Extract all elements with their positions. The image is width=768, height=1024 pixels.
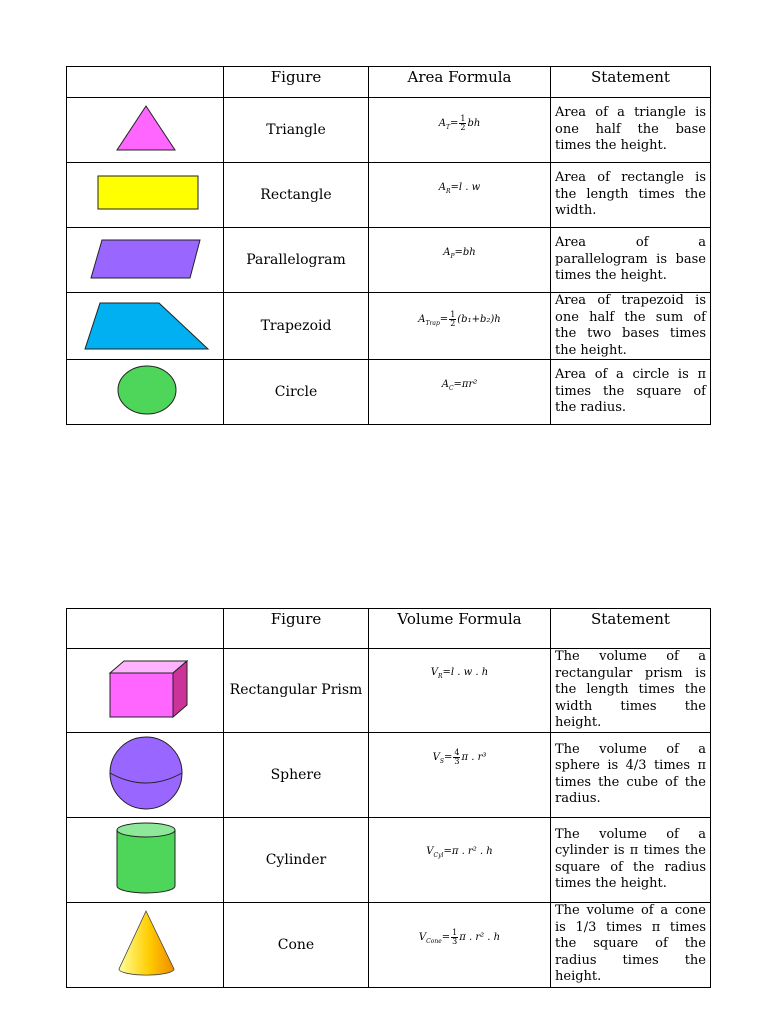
- figure-cell: [67, 293, 224, 360]
- volume-formula: $V_{Cone}=$ $\frac{1}{3}$ π . r² . h: [418, 928, 501, 946]
- rectangular-prism-icon: [67, 649, 224, 727]
- table-row: [67, 163, 711, 228]
- statement-cell: The volume of a sphere is 4/3 times π times the cube of the radius.: [551, 732, 711, 817]
- formula-cell: [369, 360, 551, 425]
- figure-cell: [67, 902, 224, 987]
- formula-cell: [369, 293, 551, 360]
- circle-icon: [67, 360, 224, 420]
- formula-cell: [369, 98, 551, 163]
- cylinder-icon: [67, 818, 224, 898]
- header-figure: Figure: [224, 609, 369, 649]
- formula-cell: [369, 649, 551, 733]
- volume-formula: $V_R=l$ . w . h: [430, 666, 489, 680]
- statement-cell: Area of a triangle is one half the base times the height.: [551, 98, 711, 163]
- table-row: [67, 902, 711, 987]
- parallelogram-icon: [67, 228, 224, 288]
- figure-name: Cylinder: [224, 817, 369, 902]
- statement-cell: The volume of a rectangular prism is the length times the width times the height.: [551, 649, 711, 733]
- statement-cell: The volume of a cone is 1/3 times π times the square of the radius times the height.: [551, 902, 711, 987]
- statement-cell: Area of a parallelogram is base times the height.: [551, 228, 711, 293]
- trapezoid-icon: [67, 293, 224, 355]
- table-row: [67, 732, 711, 817]
- formula-cell: [369, 902, 551, 987]
- area-formula: $A_C=\pi r^2$: [441, 378, 478, 392]
- statement-cell: The volume of a cylinder is π times the square of the radius times the height.: [551, 817, 711, 902]
- table-row: [67, 649, 711, 733]
- table-row: [67, 817, 711, 902]
- formula-cell: [369, 732, 551, 817]
- area-formula-table: [66, 66, 711, 425]
- header-statement: Statement: [551, 609, 711, 649]
- table-row: [67, 98, 711, 163]
- header-blank: [67, 609, 224, 649]
- statement-cell: Area of rectangle is the length times the width.: [551, 163, 711, 228]
- figure-cell: [67, 649, 224, 733]
- figure-name: Circle: [224, 360, 369, 425]
- table-header-row: [67, 609, 711, 649]
- table-row: [67, 293, 711, 360]
- statement-cell: Area of a circle is π times the square of the radius.: [551, 360, 711, 425]
- area-formula: $A_P=bh$: [443, 246, 476, 260]
- table-row: [67, 360, 711, 425]
- figure-cell: [67, 732, 224, 817]
- sphere-icon: [67, 733, 224, 813]
- figure-name: Parallelogram: [224, 228, 369, 293]
- header-volume-formula: Volume Formula: [369, 609, 551, 649]
- table-header-row: [67, 67, 711, 98]
- cone-icon: [67, 903, 224, 983]
- figure-name: Rectangle: [224, 163, 369, 228]
- figure-name: Triangle: [224, 98, 369, 163]
- figure-name: Rectangular Prism: [224, 649, 369, 733]
- volume-formula: $V_{Cyl}=\pi$ . r² . h: [426, 846, 493, 859]
- figure-cell: [67, 163, 224, 228]
- figure-name: Trapezoid: [224, 293, 369, 360]
- area-formula: $A_R=l$ . w: [438, 181, 481, 195]
- triangle-icon: [67, 98, 224, 158]
- figure-cell: [67, 817, 224, 902]
- figure-name: Sphere: [224, 732, 369, 817]
- rectangle-icon: [67, 163, 224, 223]
- formula-cell: [369, 228, 551, 293]
- figure-cell: [67, 228, 224, 293]
- header-area-formula: Area Formula: [369, 67, 551, 98]
- figure-cell: [67, 360, 224, 425]
- statement-cell: Area of trapezoid is one half the sum of the two bases times the height.: [551, 293, 711, 360]
- header-statement: Statement: [551, 67, 711, 98]
- area-formula: $A_T=$ $\frac{1}{2}$ bh: [438, 113, 481, 132]
- figure-cell: [67, 98, 224, 163]
- header-figure: Figure: [224, 67, 369, 98]
- header-blank: [67, 67, 224, 98]
- area-formula: $A_{Trap}=$ $\frac{1}{2}$ (b₁+b₂)h: [418, 309, 501, 328]
- formula-cell: [369, 817, 551, 902]
- volume-formula-table: [66, 608, 711, 988]
- table-row: [67, 228, 711, 293]
- formula-cell: [369, 163, 551, 228]
- volume-formula: $V_S=$ $\frac{4}{3}$ π . r³: [432, 748, 487, 766]
- figure-name: Cone: [224, 902, 369, 987]
